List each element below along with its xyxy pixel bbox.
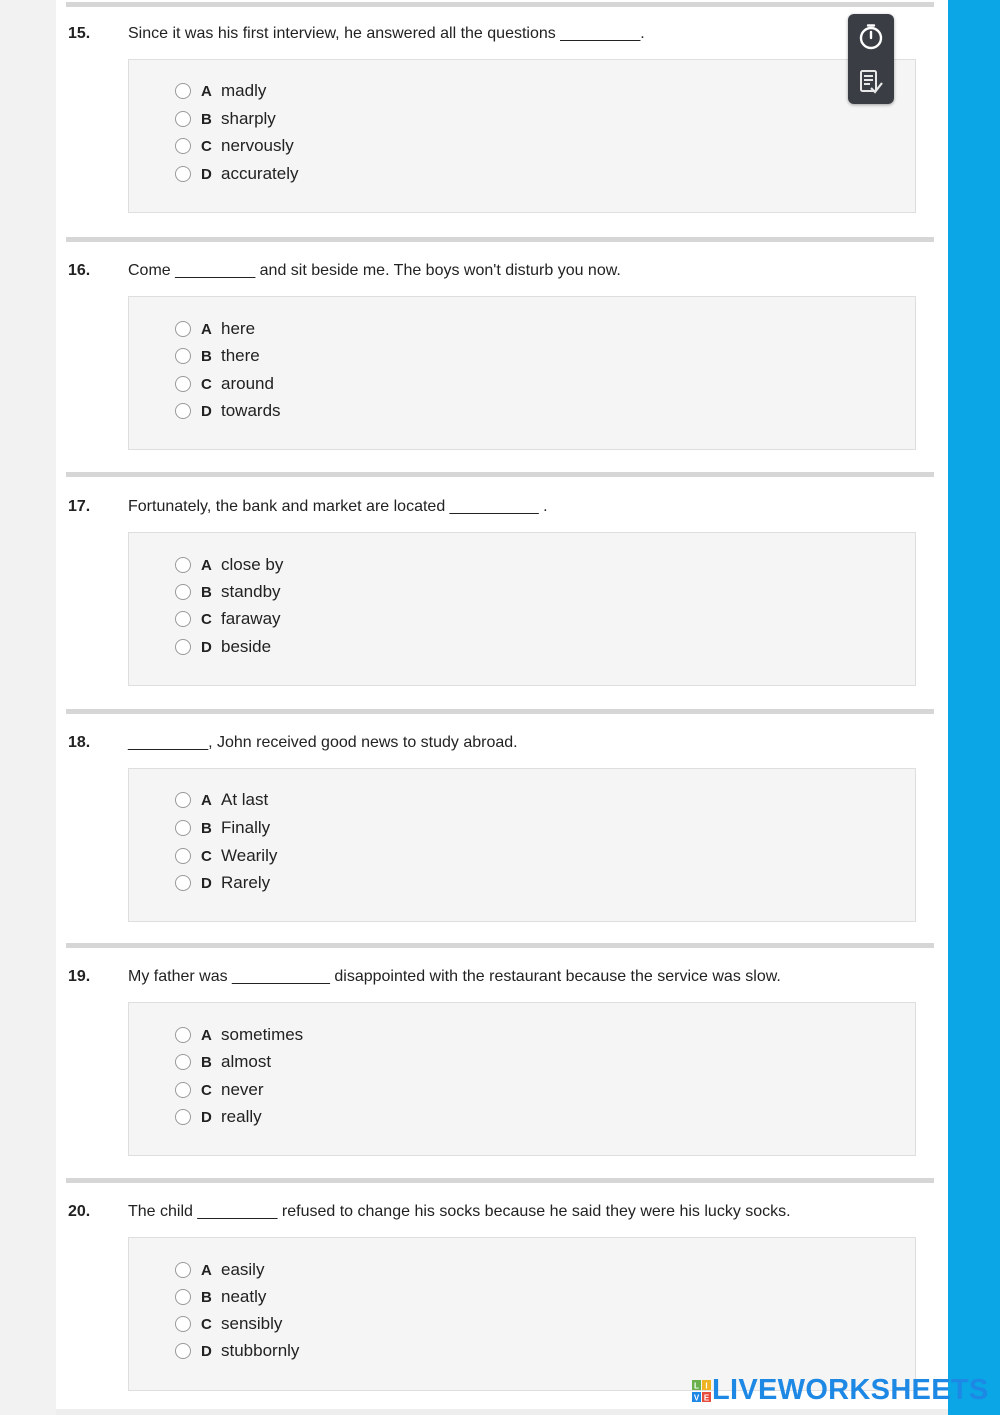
radio-button[interactable] [175, 1289, 191, 1305]
logo-mark-letter: V [693, 1393, 700, 1402]
question-text: Come _________ and sit beside me. The boys won't disturb you now. [128, 262, 621, 279]
option-text: standby [221, 582, 281, 601]
option-letter: B [201, 110, 212, 128]
option-a[interactable] [175, 553, 283, 577]
option-a[interactable] [175, 1023, 303, 1047]
option-text: close by [221, 555, 284, 574]
right-accent-bar [948, 0, 1000, 1415]
option-b[interactable] [175, 816, 270, 840]
question-number: 17. [68, 498, 91, 515]
option-text: easily [221, 1260, 265, 1279]
question-divider [66, 2, 934, 7]
radio-button[interactable] [175, 557, 191, 573]
option-letter: C [201, 847, 212, 865]
option-b[interactable] [175, 344, 260, 368]
radio-button[interactable] [175, 639, 191, 655]
option-letter: A [201, 791, 212, 809]
option-text: Rarely [221, 873, 271, 892]
radio-button[interactable] [175, 1343, 191, 1359]
radio-button[interactable] [175, 1262, 191, 1278]
radio-button[interactable] [175, 584, 191, 600]
option-letter: C [201, 1081, 212, 1099]
left-page-edge [0, 0, 57, 1415]
timer-icon [857, 23, 885, 51]
option-letter: C [201, 375, 212, 393]
option-d[interactable] [175, 399, 281, 423]
option-text: neatly [221, 1287, 267, 1306]
radio-button[interactable] [175, 1109, 191, 1125]
question-number: 20. [68, 1203, 91, 1220]
option-c[interactable] [175, 1312, 282, 1336]
option-letter: C [201, 610, 212, 628]
option-text: At last [221, 790, 269, 809]
option-d[interactable] [175, 1105, 262, 1129]
logo-text: LIVEWORKSHEETS [712, 1374, 989, 1406]
question-text: Fortunately, the bank and market are located __________ . [128, 498, 548, 515]
option-letter: D [201, 165, 212, 183]
radio-button[interactable] [175, 111, 191, 127]
option-b[interactable] [175, 1050, 271, 1074]
radio-button[interactable] [175, 611, 191, 627]
option-letter: D [201, 874, 212, 892]
radio-button[interactable] [175, 1082, 191, 1098]
option-text: faraway [221, 609, 281, 628]
option-letter: B [201, 347, 212, 365]
logo-mark-letter: E [703, 1393, 710, 1402]
question-divider [66, 237, 934, 242]
radio-button[interactable] [175, 875, 191, 891]
options-box [128, 768, 916, 922]
question-divider [66, 943, 934, 948]
question-divider [66, 1178, 934, 1183]
option-letter: A [201, 1026, 212, 1044]
radio-button[interactable] [175, 138, 191, 154]
radio-button[interactable] [175, 83, 191, 99]
option-text: there [221, 346, 260, 365]
radio-button[interactable] [175, 848, 191, 864]
option-text: never [221, 1080, 264, 1099]
question-number: 15. [68, 25, 91, 42]
logo-mark-letter: L [694, 1381, 699, 1390]
tool-panel [848, 14, 894, 104]
option-letter: D [201, 1108, 212, 1126]
option-text: almost [221, 1052, 272, 1071]
option-d[interactable] [175, 871, 270, 895]
liveworksheets-logo [692, 1374, 989, 1407]
worksheet-page [56, 0, 948, 1409]
option-b[interactable] [175, 1285, 266, 1309]
option-d[interactable] [175, 162, 298, 186]
option-d[interactable] [175, 1339, 299, 1363]
option-c[interactable] [175, 1078, 264, 1102]
options-box [128, 1237, 916, 1391]
option-text: sometimes [221, 1025, 304, 1044]
question-divider [66, 709, 934, 714]
option-letter: D [201, 402, 212, 420]
option-b[interactable] [175, 580, 281, 604]
options-box [128, 1002, 916, 1156]
option-letter: A [201, 82, 212, 100]
check-answers-button[interactable] [848, 59, 894, 104]
radio-button[interactable] [175, 348, 191, 364]
option-letter: D [201, 1342, 212, 1360]
option-letter: A [201, 320, 212, 338]
option-text: really [221, 1107, 262, 1126]
question-divider [66, 472, 934, 477]
option-c[interactable] [175, 134, 294, 158]
option-text: sharply [221, 109, 276, 128]
radio-button[interactable] [175, 1316, 191, 1332]
option-text: towards [221, 401, 281, 420]
question-text: The child _________ refused to change his socks because he said they were his lucky socks. [128, 1203, 791, 1220]
option-c[interactable] [175, 607, 281, 631]
question-number: 19. [68, 968, 91, 985]
option-a[interactable] [175, 79, 266, 103]
option-c[interactable] [175, 844, 277, 868]
option-letter: B [201, 1288, 212, 1306]
option-letter: B [201, 583, 212, 601]
option-text: Wearily [221, 846, 278, 865]
options-box [128, 59, 916, 213]
timer-button[interactable] [848, 14, 894, 59]
option-a[interactable] [175, 788, 268, 812]
option-letter: B [201, 819, 212, 837]
radio-button[interactable] [175, 820, 191, 836]
question-text: Since it was his first interview, he answered all the questions _________. [128, 25, 645, 42]
radio-button[interactable] [175, 403, 191, 419]
option-d[interactable] [175, 635, 271, 659]
option-text: accurately [221, 164, 299, 183]
option-letter: D [201, 638, 212, 656]
option-letter: C [201, 137, 212, 155]
radio-button[interactable] [175, 792, 191, 808]
option-letter: B [201, 1053, 212, 1071]
option-letter: C [201, 1315, 212, 1333]
option-text: Finally [221, 818, 271, 837]
option-text: beside [221, 637, 272, 656]
option-letter: A [201, 556, 212, 574]
option-text: sensibly [221, 1314, 283, 1333]
option-a[interactable] [175, 317, 255, 341]
question-text: _________, John received good news to study abroad. [128, 734, 518, 751]
option-letter: A [201, 1261, 212, 1279]
radio-button[interactable] [175, 1054, 191, 1070]
options-box [128, 532, 916, 686]
option-text: here [221, 319, 256, 338]
option-b[interactable] [175, 107, 276, 131]
option-text: madly [221, 81, 267, 100]
option-a[interactable] [175, 1258, 264, 1282]
question-number: 16. [68, 262, 91, 279]
question-text: My father was ___________ disappointed with the restaurant because the service was slow. [128, 968, 781, 985]
question-number: 18. [68, 734, 91, 751]
options-box [128, 296, 916, 450]
option-text: stubbornly [221, 1341, 300, 1360]
option-c[interactable] [175, 372, 274, 396]
option-text: nervously [221, 136, 294, 155]
radio-button[interactable] [175, 376, 191, 392]
checklist-icon [857, 68, 885, 96]
logo-mark-letter: I [705, 1381, 708, 1390]
radio-button[interactable] [175, 166, 191, 182]
radio-button[interactable] [175, 1027, 191, 1043]
bottom-page-edge [56, 1409, 948, 1415]
logo-mark-icon [692, 1379, 712, 1403]
radio-button[interactable] [175, 321, 191, 337]
option-text: around [221, 374, 274, 393]
